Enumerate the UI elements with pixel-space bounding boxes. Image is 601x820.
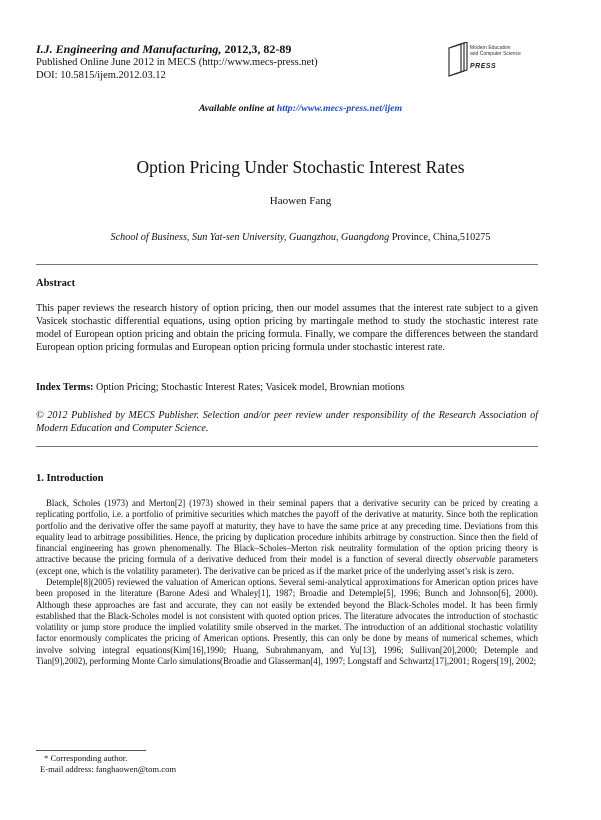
index-terms-label: Index Terms: <box>36 382 94 393</box>
journal-header <box>36 42 436 82</box>
section-heading-introduction: 1. Introduction <box>36 473 104 484</box>
abstract-heading: Abstract <box>36 278 76 289</box>
available-prefix: Available online at <box>198 103 275 114</box>
index-terms-list: Option Pricing; Stochastic Interest Rates; Vasicek model, Brownian motions <box>93 382 405 393</box>
intro-p1-part-a: Black, Scholes (1973) and Merton[2] (1973) showed in their seminal papers that a derivative security can be priced by creating a replicating portfolio, i.e. a portfolio of primitive securities which matches the payoff of the derivative at maturity. Since both the replication portfolio and the derivative offer the same payoff at maturity, they have to have the same price at any preceding time. Deviations from this equality lead to arbitrage possibilities. Hence, the pricing by duplication procedure inhibits arbitrage by construction. Since then the field of financial engineering has grown phenomenally. The Black–Scholes–Merton risk neutrality formulation of the option pricing theory is attractive because the pricing formula of a derivative deduced from their model is a function of several directly <box>36 498 538 565</box>
intro-paragraph-2: Detemple[8](2005) reviewed the valuation of American options. Several semi-analytical approximations for American option prices have been proposed in the literature (Barone Adesi and Whaley[1], 1987; Broadie and Detemple[5], 1996; Bunch and Johnson[6], 2000). Although these approaches are fast and accurate, they can not easily be extended beyond the Black-Scholes model. It has been firmly established that the Black-Scholes model is not consistent with quoted option prices. The literature advocates the introduction of stochastic volatility or jump store produce the implied volatility smile observed in the market. The introduction of an additional stochastic volatility factor enormously complicates the pricing of American options. Presently, this can only be done by means of numerical schemes, which involve solving integral equations(Kim[16],1990; Huang, Subrahmanyam, and Yu[13], 1996; Sullivan[20],2000; Detemple and Tian[9],2002), performing Monte Carlo simulations(Broadie and Glasserman[4], 1997; Longstaff and Schwartz[17],2001; Rogers[19], 2002; <box>36 576 538 666</box>
mecs-press-logo <box>446 40 566 84</box>
published-line: Published Online June 2012 in MECS (http://www.mecs-press.net) <box>36 57 318 68</box>
logo-line-2: and Computer Science <box>470 51 521 57</box>
logo-label <box>470 45 550 57</box>
affiliation-institution: School of Business, Sun Yat-sen University, Guangzhou, Guangdong <box>110 232 390 243</box>
index-terms <box>36 381 538 394</box>
divider-bottom <box>36 446 538 447</box>
available-online <box>0 103 601 114</box>
copyright-notice: © 2012 Published by MECS Publisher. Selection and/or peer review under responsibility of the Research Association of Modern Education and Computer Science. <box>36 410 538 435</box>
intro-paragraph-1 <box>36 498 538 577</box>
footnote-rule <box>36 750 146 751</box>
logo-line-1: Modern Education <box>470 45 511 51</box>
journal-name: I.J. Engineering and Manufacturing, <box>36 42 222 56</box>
footnote <box>40 753 177 775</box>
author-email: E-mail address: fanghaowen@tom.com <box>40 764 177 774</box>
intro-p1-italic: observable <box>456 554 496 565</box>
divider-top <box>36 264 538 265</box>
doi-line: DOI: 10.5815/ijem.2012.03.12 <box>36 70 166 81</box>
author-name: Haowen Fang <box>269 195 332 207</box>
introduction-body <box>36 498 538 667</box>
affiliation <box>0 232 601 243</box>
paper-title: Option Pricing Under Stochastic Interest Rates <box>136 157 465 177</box>
corresponding-author: * Corresponding author. <box>44 753 128 763</box>
affiliation-location: Province, China,510275 <box>389 232 491 243</box>
logo-press: PRESS <box>470 63 497 70</box>
intro-p1-part-b: parameters (except one, which is the volatility parameter). The derivative can be priced as if the market price of the underlying asset’s risk is zero. <box>36 554 538 576</box>
abstract-text: This paper reviews the research history of option pricing, then our model assumes that the interest rate subject to a given Vasicek stochastic differential equations, using option pricing by martingale method to study the stochastic interest rate model of European option pricing and obtain the pricing formula. Finally, we compare the differences between the standard European option pricing formulas and European option pricing formula under stochastic interest rate. <box>36 303 538 354</box>
journal-volume-pages: 2012,3, 82-89 <box>224 42 292 56</box>
journal-url-link[interactable]: http://www.mecs-press.net/ijem <box>276 103 403 114</box>
book-stack-icon <box>446 42 470 78</box>
journal-citation <box>36 42 436 56</box>
